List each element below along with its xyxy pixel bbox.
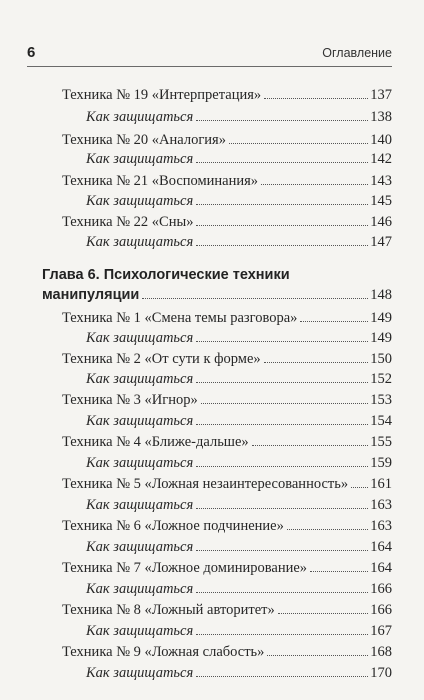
toc-entry-page: 153: [370, 392, 392, 408]
toc-entry-page: 170: [370, 665, 392, 681]
toc-entry-defense[interactable]: [86, 539, 392, 561]
toc-entry-page: 164: [370, 539, 392, 555]
toc-entry-title: Как защищаться: [86, 539, 194, 555]
toc-entry-technique[interactable]: [62, 87, 392, 109]
dot-leader: [196, 466, 368, 467]
toc-entry-title: Техника № 1 «Смена темы разговора»: [62, 310, 298, 326]
toc-entry-title: Техника № 4 «Ближе-дальше»: [62, 434, 249, 450]
toc-entry-title: Как защищаться: [86, 330, 194, 346]
toc-entry-defense[interactable]: [86, 623, 392, 645]
toc-entry-title: Как защищаться: [86, 193, 194, 209]
toc-entry-title: Техника № 6 «Ложное подчинение»: [62, 518, 284, 534]
chapter-heading[interactable]: Глава 6. Психологические техники: [42, 267, 290, 283]
toc-entry-title: Как защищаться: [86, 413, 194, 429]
toc-entry-title: Как защищаться: [86, 455, 194, 471]
toc-entry-title: Техника № 20 «Аналогия»: [62, 132, 226, 148]
chapter-heading-line2: манипуляции: [42, 287, 140, 303]
chapter-heading-continuation[interactable]: [42, 287, 392, 309]
toc-entry-page: 163: [370, 518, 392, 534]
dot-leader: [196, 245, 368, 246]
toc-entry-page: 140: [370, 132, 392, 148]
dot-leader: [264, 98, 368, 99]
toc-entry-page: 149: [370, 310, 392, 326]
dot-leader: [196, 550, 368, 551]
dot-leader: [196, 508, 368, 509]
toc-entry-title: Как защищаться: [86, 581, 194, 597]
dot-leader: [196, 162, 368, 163]
dot-leader: [196, 225, 368, 226]
dot-leader: [196, 204, 368, 205]
toc-entry-technique[interactable]: [62, 644, 392, 666]
toc-entry-page: 155: [370, 434, 392, 450]
toc-entry-title: Как защищаться: [86, 234, 194, 250]
toc-entry-defense[interactable]: [86, 413, 392, 435]
toc-entry-page: 145: [370, 193, 392, 209]
toc-entry-page: 166: [370, 581, 392, 597]
toc-entry-technique[interactable]: [62, 434, 392, 456]
toc-entry-page: 166: [370, 602, 392, 618]
toc-entry-title: Как защищаться: [86, 497, 194, 513]
toc-entry-defense[interactable]: [86, 193, 392, 215]
dot-leader: [201, 403, 369, 404]
running-head-title: Оглавление: [322, 46, 392, 60]
dot-leader: [287, 529, 368, 530]
toc-entry-technique[interactable]: [62, 310, 392, 332]
toc-entry-defense[interactable]: [86, 109, 392, 131]
chapter-page: 148: [370, 287, 392, 303]
toc-entry-title: Как защищаться: [86, 371, 194, 387]
toc-entry-page: 161: [370, 476, 392, 492]
toc-entry-title: Техника № 8 «Ложный авторитет»: [62, 602, 275, 618]
toc-entry-page: 152: [370, 371, 392, 387]
toc-entry-title: Техника № 7 «Ложное доминирование»: [62, 560, 308, 576]
toc-entry-page: 167: [370, 623, 392, 639]
toc-entry-defense[interactable]: [86, 371, 392, 393]
toc-entry-page: 150: [370, 351, 392, 367]
toc-entry-title: Техника № 2 «От сути к форме»: [62, 351, 261, 367]
toc-entry-technique[interactable]: [62, 560, 392, 582]
toc-entry-page: 154: [370, 413, 392, 429]
toc-entry-title: Техника № 21 «Воспоминания»: [62, 173, 259, 189]
toc-entry-page: 149: [370, 330, 392, 346]
dot-leader: [264, 362, 369, 363]
dot-leader: [196, 382, 368, 383]
toc-entry-title: Техника № 22 «Сны»: [62, 214, 194, 230]
toc-entry-defense[interactable]: [86, 581, 392, 603]
dot-leader: [267, 655, 368, 656]
toc-entry-page: 143: [370, 173, 392, 189]
toc-entry-page: 137: [370, 87, 392, 103]
dot-leader: [196, 592, 368, 593]
toc-entry-title: Как защищаться: [86, 151, 194, 167]
toc-entry-technique[interactable]: [62, 351, 392, 373]
dot-leader: [252, 445, 369, 446]
dot-leader: [196, 120, 368, 121]
toc-entry-page: 142: [370, 151, 392, 167]
toc-entry-title: Как защищаться: [86, 623, 194, 639]
dot-leader: [229, 143, 368, 144]
toc-entry-technique[interactable]: [62, 518, 392, 540]
toc-entry-title: Техника № 5 «Ложная незаинтересованность»: [62, 476, 349, 492]
toc-entry-title: Как защищаться: [86, 665, 194, 681]
toc-entry-page: 168: [370, 644, 392, 660]
toc-entry-defense[interactable]: [86, 455, 392, 477]
dot-leader: [278, 613, 369, 614]
toc-entry-page: 138: [370, 109, 392, 125]
dot-leader: [310, 571, 368, 572]
toc-entry-technique[interactable]: [62, 392, 392, 414]
toc-entry-defense[interactable]: [86, 497, 392, 519]
dot-leader: [196, 634, 368, 635]
toc-entry-technique[interactable]: [62, 476, 392, 498]
dot-leader: [261, 184, 368, 185]
toc-entry-title: Техника № 3 «Игнор»: [62, 392, 198, 408]
dot-leader: [196, 424, 368, 425]
toc-entry-page: 164: [370, 560, 392, 576]
toc-entry-page: 147: [370, 234, 392, 250]
toc-entry-defense[interactable]: [86, 151, 392, 173]
toc-entry-page: 163: [370, 497, 392, 513]
toc-entry-page: 146: [370, 214, 392, 230]
toc-entry-title: Техника № 9 «Ложная слабость»: [62, 644, 265, 660]
dot-leader: [196, 676, 368, 677]
toc-entry-technique[interactable]: [62, 214, 392, 236]
toc-entry-technique[interactable]: [62, 602, 392, 624]
dot-leader: [351, 487, 368, 488]
dot-leader: [196, 341, 368, 342]
dot-leader: [300, 321, 368, 322]
toc-entry-defense[interactable]: [86, 330, 392, 352]
toc-entry-title: Техника № 19 «Интерпретация»: [62, 87, 262, 103]
toc-entry-title: Как защищаться: [86, 109, 194, 125]
toc-entry-defense[interactable]: [86, 665, 392, 687]
toc-entry-page: 159: [370, 455, 392, 471]
dot-leader: [142, 298, 368, 299]
page-number: 6: [27, 44, 36, 61]
toc-entry-defense[interactable]: [86, 234, 392, 256]
toc-entry-technique[interactable]: [62, 173, 392, 195]
